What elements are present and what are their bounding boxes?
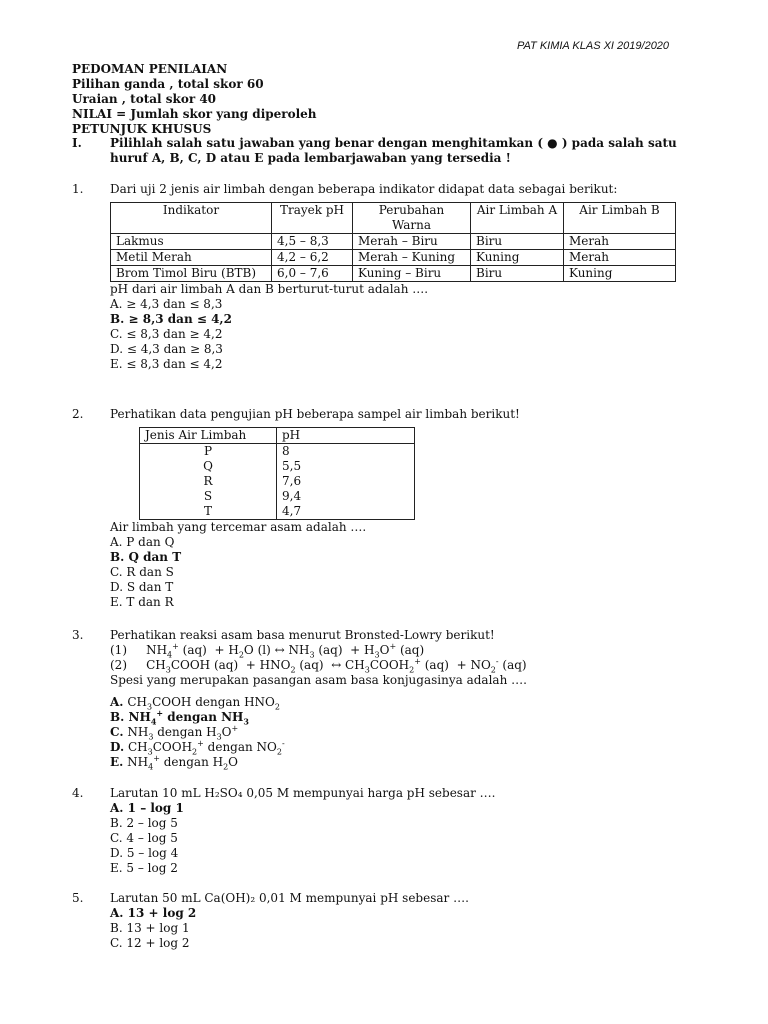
table-cell: 5,5 [277, 459, 415, 474]
answer-option-correct[interactable]: B. $NH_4^+$ dengan $NH_3$ [110, 708, 249, 727]
table-cell: S [140, 489, 277, 504]
answer-option-correct[interactable]: B. Q dan T [110, 550, 182, 564]
instruction [72, 136, 712, 166]
table-row [140, 489, 415, 504]
question-1 [72, 182, 692, 372]
table-header: Trayek pH [272, 203, 353, 234]
question-text: Spesi yang merupakan pasangan asam basa konjugasinya adalah …. [110, 673, 527, 687]
table-header: Indikator [111, 203, 272, 234]
answer-option[interactable]: E. $NH_4^+$ dengan $H_2O$ [110, 754, 239, 772]
table-cell: T [140, 504, 277, 520]
table-cell: 9,4 [277, 489, 415, 504]
answer-option[interactable]: E. ≤ 8,3 dan ≤ 4,2 [110, 357, 223, 371]
table-cell: Lakmus [111, 234, 272, 250]
table-cell: 4,7 [277, 504, 415, 520]
answer-option[interactable]: C. 12 + log 2 [110, 936, 190, 950]
table-cell: 4,5 – 8,3 [272, 234, 353, 250]
guide-line: Uraian , total skor 40 [72, 92, 217, 106]
answer-option[interactable]: C. 4 – log 5 [110, 831, 178, 845]
guide-line: PETUNJUK KHUSUS [72, 122, 212, 136]
question-4 [72, 786, 692, 876]
answer-option[interactable]: B. 2 – log 5 [110, 816, 178, 830]
guide-heading: PEDOMAN PENILAIAN [72, 62, 228, 76]
instruction-text: Pilihlah salah satu jawaban yang benar dengan menghitamkan ( ● ) pada salah satu huruf A, B, C, D atau E pada lembarjawaban yang tersedia ! [110, 136, 677, 165]
table-header: Air Limbah B [564, 203, 676, 234]
table-cell: Merah [564, 250, 676, 266]
table-cell: R [140, 474, 277, 489]
table-header: Air Limbah A [471, 203, 564, 234]
table-row [111, 250, 676, 266]
guide-line: Pilihan ganda , total skor 60 [72, 77, 264, 91]
table-row [111, 266, 676, 282]
question-5 [72, 891, 692, 951]
question-text: Air limbah yang tercemar asam adalah …. [110, 520, 367, 534]
table-row [140, 474, 415, 489]
table-cell: Q [140, 459, 277, 474]
answer-option[interactable]: A. $CH_3COOH$ dengan $HNO_2$ [110, 695, 280, 712]
table-row [140, 459, 415, 474]
table-cell: 4,2 – 6,2 [272, 250, 353, 266]
question-stem: Larutan 50 mL Ca(OH)₂ 0,01 M mempunyai pH sebesar …. [110, 891, 469, 905]
answer-option[interactable]: B. 13 + log 1 [110, 921, 190, 935]
table-row [140, 504, 415, 520]
question-number: 5. [72, 891, 84, 905]
table-cell: Brom Timol Biru (BTB) [111, 266, 272, 282]
answer-option[interactable]: D. ≤ 4,3 dan ≥ 8,3 [110, 342, 223, 356]
answer-option[interactable]: D. $CH_3COOH_2^+$ dengan $NO_2^-$ [110, 739, 285, 757]
ph-table [139, 427, 415, 520]
question-number: 3. [72, 628, 84, 642]
question-number: 1. [72, 182, 84, 196]
answer-option[interactable]: A. ≥ 4,3 dan ≤ 8,3 [110, 297, 223, 311]
indicator-table [110, 202, 676, 282]
reaction-1: (1) $NH_4^+$ $(aq) + H_2O$ (l) ↔ $NH_3$ $(aq) + H_3O^+$ (aq) [110, 642, 425, 660]
question-stem: Larutan 10 mL H₂SO₄ 0,05 M mempunyai harga pH sebesar …. [110, 786, 496, 800]
answer-option-correct[interactable]: B. ≥ 8,3 dan ≤ 4,2 [110, 312, 232, 326]
question-stem: Perhatikan data pengujian pH beberapa sampel air limbah berikut! [110, 407, 520, 421]
document-header: PAT KIMIA KLAS XI 2019/2020 [517, 40, 670, 52]
question-text: pH dari air limbah A dan B berturut-turut adalah …. [110, 282, 429, 296]
table-row [111, 234, 676, 250]
table-cell: Biru [471, 266, 564, 282]
answer-option[interactable]: C. $NH_3$ dengan $H_3O^+$ [110, 724, 239, 742]
table-header: Jenis Air Limbah [140, 428, 277, 444]
table-cell: Metil Merah [111, 250, 272, 266]
question-2 [72, 407, 692, 610]
table-header: Perubahan Warna [353, 203, 471, 234]
instruction-number: I. [72, 136, 82, 150]
guide-line: NILAI = Jumlah skor yang diperoleh [72, 107, 317, 121]
reaction-2: (2) $CH_3COOH$ $(aq) + HNO_2$ (aq) ↔ $CH_3COOH_2^+$ $(aq) + NO_2^-$ (aq) [110, 657, 527, 675]
question-stem: Dari uji 2 jenis air limbah dengan beberapa indikator didapat data sebagai berikut: [110, 182, 618, 196]
answer-option[interactable]: C. ≤ 8,3 dan ≥ 4,2 [110, 327, 223, 341]
question-3 [72, 628, 692, 770]
table-cell: Biru [471, 234, 564, 250]
answer-option[interactable]: A. P dan Q [110, 535, 175, 549]
answer-option[interactable]: D. S dan T [110, 580, 174, 594]
table-cell: Kuning – Biru [353, 266, 471, 282]
grading-guide [72, 62, 317, 137]
table-cell: Kuning [564, 266, 676, 282]
table-cell: P [140, 444, 277, 460]
table-cell: Kuning [471, 250, 564, 266]
answer-option[interactable]: E. 5 – log 2 [110, 861, 178, 875]
question-stem: Perhatikan reaksi asam basa menurut Bronsted-Lowry berikut! [110, 628, 495, 642]
table-header: pH [277, 428, 415, 444]
answer-option[interactable]: E. T dan R [110, 595, 174, 609]
table-cell: Merah – Biru [353, 234, 471, 250]
table-row [140, 444, 415, 460]
table-cell: 6,0 – 7,6 [272, 266, 353, 282]
answer-option-correct[interactable]: A. 13 + log 2 [110, 906, 197, 920]
table-cell: Merah – Kuning [353, 250, 471, 266]
question-number: 4. [72, 786, 84, 800]
question-number: 2. [72, 407, 84, 421]
answer-option-correct[interactable]: A. 1 – log 1 [110, 801, 184, 815]
answer-option[interactable]: C. R dan S [110, 565, 174, 579]
table-cell: Merah [564, 234, 676, 250]
answer-option[interactable]: D. 5 – log 4 [110, 846, 179, 860]
table-cell: 7,6 [277, 474, 415, 489]
table-cell: 8 [277, 444, 415, 460]
